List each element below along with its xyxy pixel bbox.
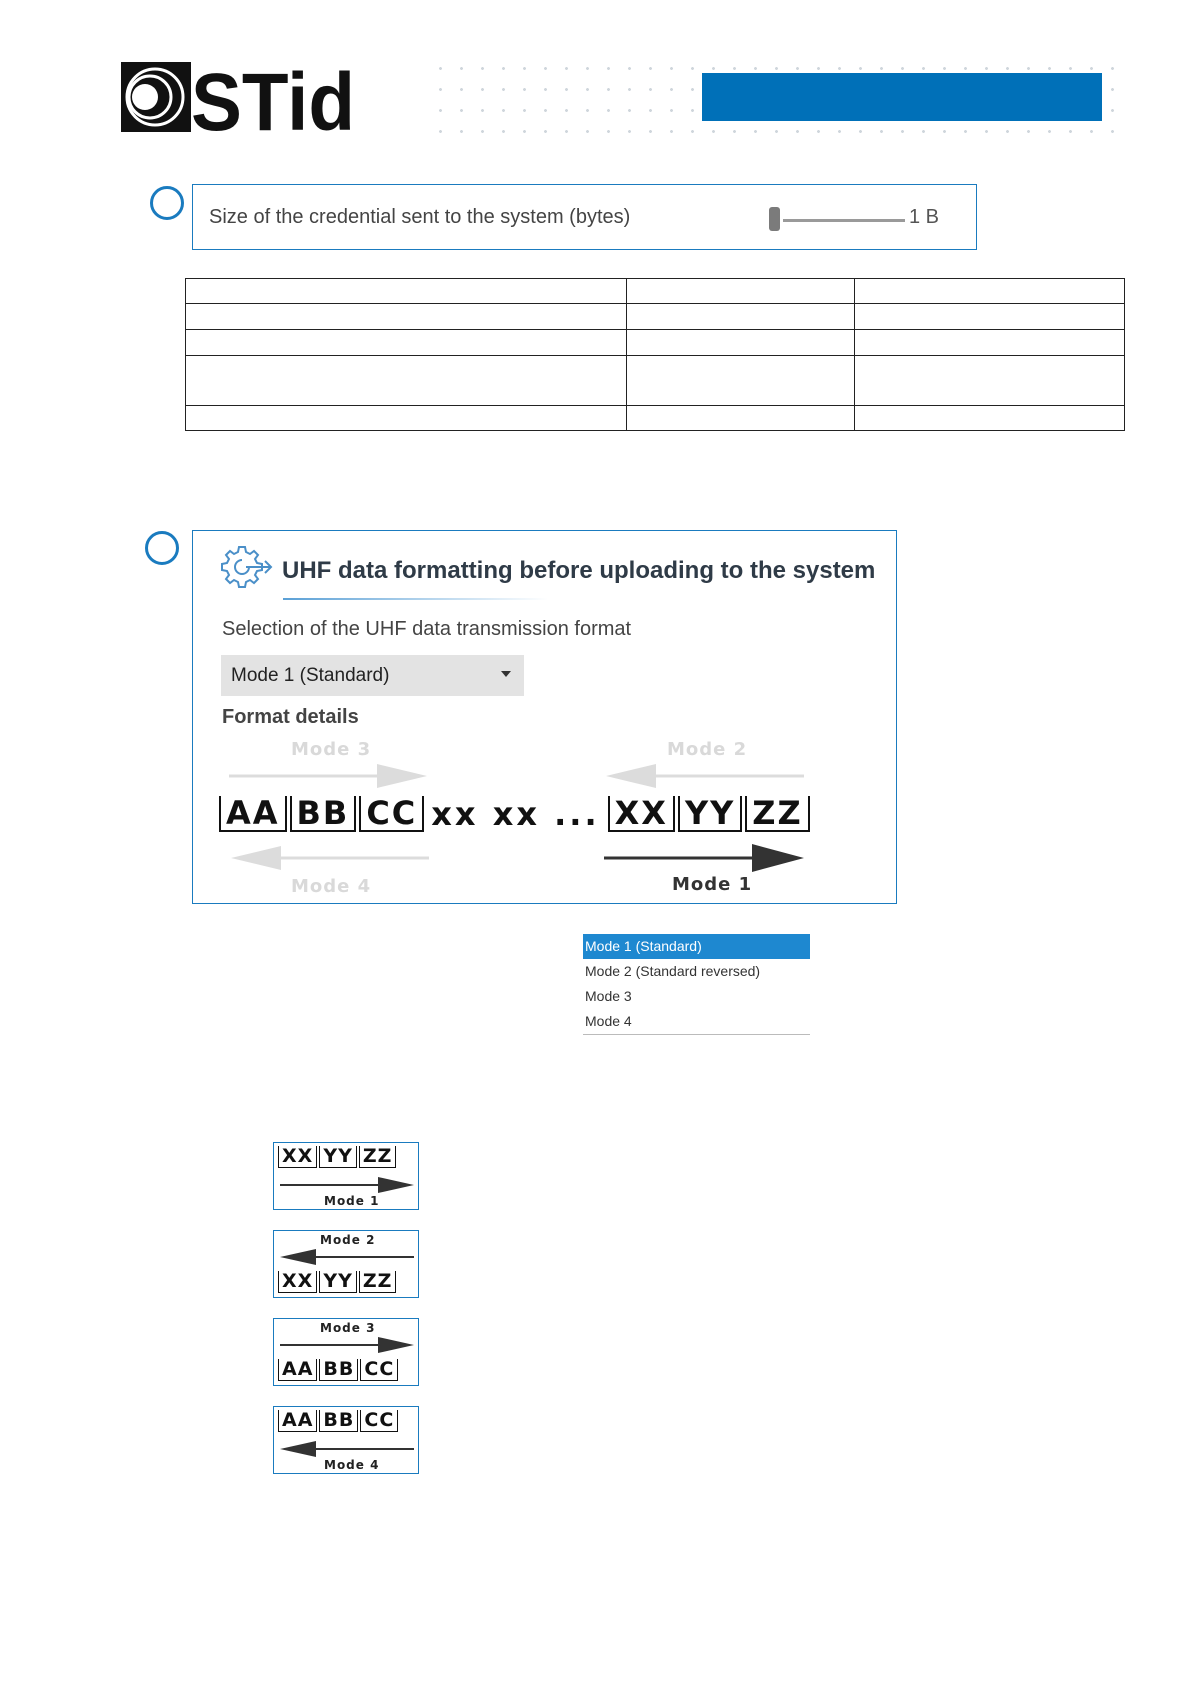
- logo-text: STid: [191, 58, 355, 136]
- mode-4-diagram: [273, 1406, 419, 1474]
- mode-1-arrow-icon: [604, 844, 804, 874]
- gear-upload-icon: [219, 543, 273, 591]
- mini-byte: YY: [319, 1271, 357, 1293]
- right-arrow-icon: [280, 1177, 414, 1193]
- step-marker-2: [145, 531, 179, 565]
- step-marker-1: [150, 186, 184, 220]
- table-cell: [855, 330, 1125, 356]
- mini-mode-1-label: Mode 1: [324, 1194, 380, 1208]
- mini-mode-2-label: Mode 2: [320, 1233, 376, 1247]
- mini-byte-row: [278, 1359, 400, 1381]
- mini-byte: AA: [278, 1410, 317, 1432]
- mini-byte: XX: [278, 1146, 317, 1168]
- mini-byte: ZZ: [359, 1271, 397, 1293]
- options-divider: [583, 1034, 810, 1035]
- table-cell: [186, 356, 627, 406]
- table-cell: [855, 356, 1125, 406]
- mini-byte: YY: [319, 1146, 357, 1168]
- mini-byte: BB: [319, 1359, 358, 1381]
- credential-size-slider-track[interactable]: [783, 219, 905, 222]
- byte-filler: xx xx ...: [431, 795, 600, 833]
- format-select-label: Selection of the UHF data transmission format: [222, 618, 632, 640]
- credential-size-panel: [192, 184, 977, 250]
- mini-byte: BB: [319, 1410, 358, 1432]
- option-mode-1[interactable]: Mode 1 (Standard): [583, 934, 810, 959]
- table-cell: [186, 304, 627, 330]
- title-underline: [283, 598, 548, 600]
- format-mode-selected-value: Mode 1 (Standard): [231, 665, 390, 686]
- credential-size-value: 1 B: [909, 206, 940, 228]
- uhf-formatting-panel: [192, 530, 897, 904]
- table-cell: [186, 330, 627, 356]
- table-cell: [855, 406, 1125, 431]
- credential-size-slider-thumb[interactable]: [769, 207, 780, 231]
- byte-bb: BB: [290, 796, 357, 832]
- option-mode-4[interactable]: Mode 4: [585, 1013, 632, 1029]
- mode-4-arrow-icon: [229, 846, 429, 876]
- mini-byte-row: [278, 1146, 398, 1168]
- mini-byte: CC: [360, 1410, 398, 1432]
- byte-aa: AA: [219, 796, 287, 832]
- byte-xx: XX: [608, 796, 675, 832]
- mode-2-diagram: [273, 1230, 419, 1298]
- mini-byte-row: [278, 1271, 398, 1293]
- byte-cc: CC: [359, 796, 424, 832]
- table-cell: [627, 279, 855, 304]
- byte-yy: YY: [678, 796, 742, 832]
- byte-sequence: [219, 795, 813, 833]
- mini-byte-row: [278, 1410, 400, 1432]
- right-arrow-icon: [280, 1337, 414, 1353]
- left-arrow-icon: [280, 1441, 414, 1457]
- mini-byte: ZZ: [359, 1146, 397, 1168]
- mode-3-label: Mode 3: [291, 739, 372, 760]
- mode-4-label: Mode 4: [291, 876, 372, 897]
- mode-2-label: Mode 2: [667, 739, 748, 760]
- empty-table: [185, 278, 1125, 431]
- table-cell: [855, 279, 1125, 304]
- table-cell: [627, 356, 855, 406]
- mode-3-arrow-icon: [229, 764, 429, 794]
- mode-1-label: Mode 1: [672, 874, 753, 895]
- option-mode-3[interactable]: Mode 3: [585, 988, 632, 1004]
- mini-mode-4-label: Mode 4: [324, 1458, 380, 1472]
- mini-byte: AA: [278, 1359, 317, 1381]
- credential-size-label: Size of the credential sent to the system (bytes): [209, 206, 631, 228]
- mode-2-arrow-icon: [604, 764, 804, 794]
- table-cell: [627, 304, 855, 330]
- table-cell: [627, 330, 855, 356]
- mini-byte: XX: [278, 1271, 317, 1293]
- table-cell: [627, 406, 855, 431]
- format-mode-options: [583, 934, 810, 1035]
- option-mode-2[interactable]: Mode 2 (Standard reversed): [585, 963, 761, 979]
- header-title-bar: [702, 73, 1102, 121]
- left-arrow-icon: [280, 1249, 414, 1265]
- mode-3-diagram: [273, 1318, 419, 1386]
- uhf-panel-title: UHF data formatting before uploading to the system: [282, 557, 876, 584]
- mini-mode-3-label: Mode 3: [320, 1321, 376, 1335]
- chevron-down-icon: [501, 671, 511, 677]
- table-cell: [855, 304, 1125, 330]
- format-details-title: Format details: [222, 706, 359, 728]
- stid-logo: [119, 58, 359, 136]
- format-mode-select[interactable]: [221, 655, 524, 696]
- mode-1-diagram: [273, 1142, 419, 1210]
- byte-zz: ZZ: [745, 796, 809, 832]
- table-cell: [186, 406, 627, 431]
- table-cell: [186, 279, 627, 304]
- mini-byte: CC: [360, 1359, 398, 1381]
